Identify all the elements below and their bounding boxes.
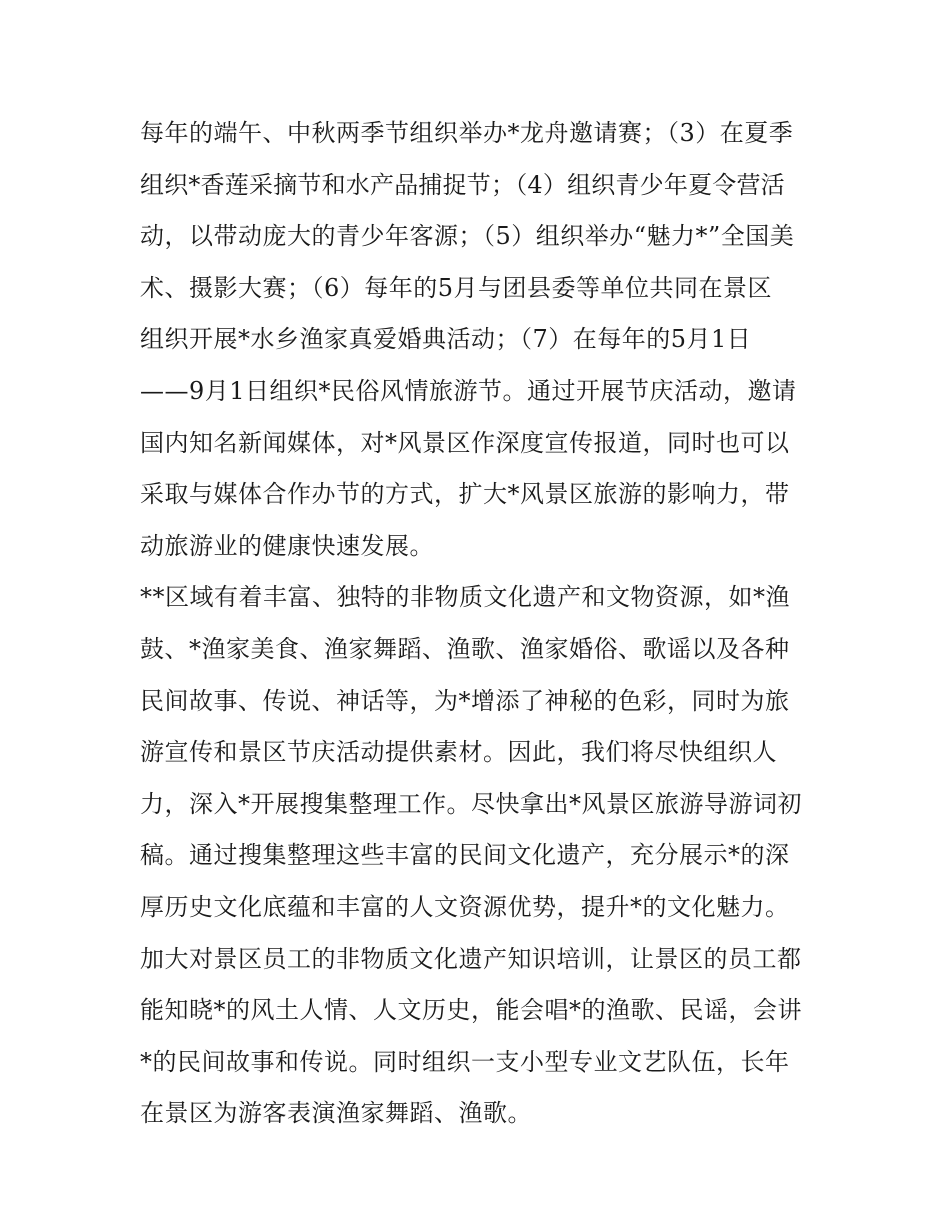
text-line: 采取与媒体合作办节的方式，扩大*风景区旅游的影响力，带 [140,480,790,509]
text-line: 术、摄影大赛；（6）每年的5月与团县委等单位共同在景区 [140,273,773,302]
text-line: 厚历史文化底蕴和丰富的人文资源优势，提升*的文化魅力。 [140,892,790,921]
text-line: 动旅游业的健康快速发展。 [140,531,434,560]
text-line: 能知晓*的风土人情、人文历史，能会唱*的渔歌、民谣，会讲 [140,996,802,1025]
text-line: 鼓、*渔家美食、渔家舞蹈、渔歌、渔家婚俗、歌谣以及各种 [140,634,790,663]
text-line: 民间故事、传说、神话等，为*增添了神秘的色彩，同时为旅 [140,686,790,715]
text-line: *的民间故事和传说。同时组织一支小型专业文艺队伍，长年 [140,1047,790,1076]
text-line: 国内知名新闻媒体，对*风景区作深度宣传报道，同时也可以 [140,428,790,457]
text-line: 稿。通过搜集整理这些丰富的民间文化遗产，充分展示*的深 [140,841,790,870]
text-line: **区域有着丰富、独特的非物质文化遗产和文物资源，如*渔 [140,583,790,612]
text-line: 游宣传和景区节庆活动提供素材。因此，我们将尽快组织人 [140,738,777,767]
text-line: 组织*香莲采摘节和水产品捕捉节；（4）组织青少年夏令营活 [140,170,785,199]
text-line: 动，以带动庞大的青少年客源；（5）组织举办“魅力*”全国美 [140,222,795,251]
text-line: 力，深入*开展搜集整理工作。尽快拿出*风景区旅游导游词初 [140,789,802,818]
body-text [140,108,820,1140]
text-line: 每年的端午、中秋两季节组织举办*龙舟邀请赛；（3）在夏季 [140,119,794,147]
text-line: 组织开展*水乡渔家真爱婚典活动；（7）在每年的5月1日 [140,325,752,354]
text-line: 加大对景区员工的非物质文化遗产知识培训，让景区的员工都 [140,944,802,973]
text-line: ——9月1日组织*民俗风情旅游节。通过开展节庆活动，邀请 [140,376,797,405]
text-line: 在景区为游客表演渔家舞蹈、渔歌。 [140,1099,532,1128]
